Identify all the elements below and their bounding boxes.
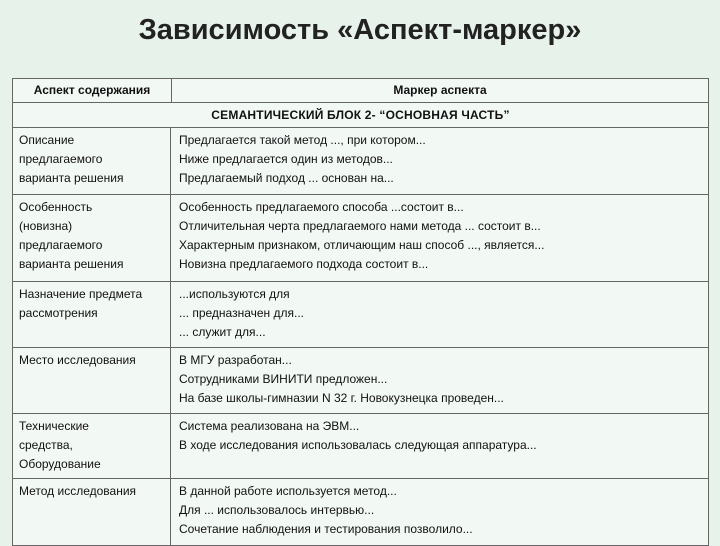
table-row [13,282,708,348]
semantic-block-title: СЕМАНТИЧЕСКИЙ БЛОК 2- “ОСНОВНАЯ ЧАСТЬ” [13,103,708,128]
marker-line: Предлагаемый подход ... основан на... [179,171,394,185]
marker-line: Ниже предлагается один из методов... [179,152,393,166]
aspect-cell [13,348,171,413]
aspect-line: Технические [19,419,89,433]
marker-line: В МГУ разработан... [179,353,292,367]
marker-cell [171,128,708,194]
table-row [13,195,708,282]
table-row [13,348,708,414]
aspect-line: варианта решения [19,171,124,185]
marker-line: Предлагается такой метод ..., при котором... [179,133,426,147]
marker-line: Отличительная черта предлагаемого нами метода ... состоит в... [179,219,541,233]
marker-line: ... предназначен для... [179,306,305,320]
aspect-line: Место исследования [19,353,136,367]
marker-cell [171,195,708,281]
aspect-line: Назначение предмета [19,287,143,301]
marker-line: Новизна предлагаемого подхода состоит в... [179,257,429,271]
aspect-cell [13,414,171,478]
aspect-cell [13,128,171,194]
aspect-line: Метод исследования [19,484,137,498]
table-header [13,79,708,103]
aspect-line: варианта решения [19,257,124,271]
marker-line: На базе школы-гимназии N 32 г. Новокузнецка проведен... [179,391,504,405]
header-marker: Маркер аспекта [393,83,487,97]
aspect-cell [13,282,171,347]
marker-line: Сотрудниками ВИНИТИ предложен... [179,372,388,386]
page-title: Зависимость «Аспект-маркер» [138,14,582,46]
table-row [13,128,708,195]
marker-cell [171,348,708,413]
aspect-cell [13,195,171,281]
aspect-line: средства, [19,438,73,452]
marker-cell [171,282,708,347]
marker-line: Для ... использовалось интервью... [179,503,375,517]
marker-line: ... служит для... [179,325,266,339]
header-aspect: Аспект содержания [13,79,172,102]
marker-line: Сочетание наблюдения и тестирования позволило... [179,522,473,536]
aspect-marker-table [12,78,709,546]
marker-cell [171,414,708,478]
marker-line: Особенность предлагаемого способа ...состоит в... [179,200,464,214]
table-row [13,479,708,545]
aspect-cell [13,479,171,545]
marker-cell [171,479,708,545]
marker-line: ...используются для [179,287,290,301]
marker-line: В ходе исследования использовалась следующая аппаратура... [179,438,537,452]
aspect-line: Оборудование [19,457,101,471]
aspect-line: рассмотрения [19,306,98,320]
aspect-line: (новизна) [19,219,73,233]
aspect-line: предлагаемого [19,152,103,166]
aspect-line: Особенность [19,200,93,214]
marker-line: В данной работе используется метод... [179,484,397,498]
table-row [13,414,708,479]
marker-line: Система реализована на ЭВМ... [179,419,360,433]
aspect-line: предлагаемого [19,238,103,252]
marker-line: Характерным признаком, отличающим наш способ ..., является... [179,238,545,252]
aspect-line: Описание [19,133,75,147]
